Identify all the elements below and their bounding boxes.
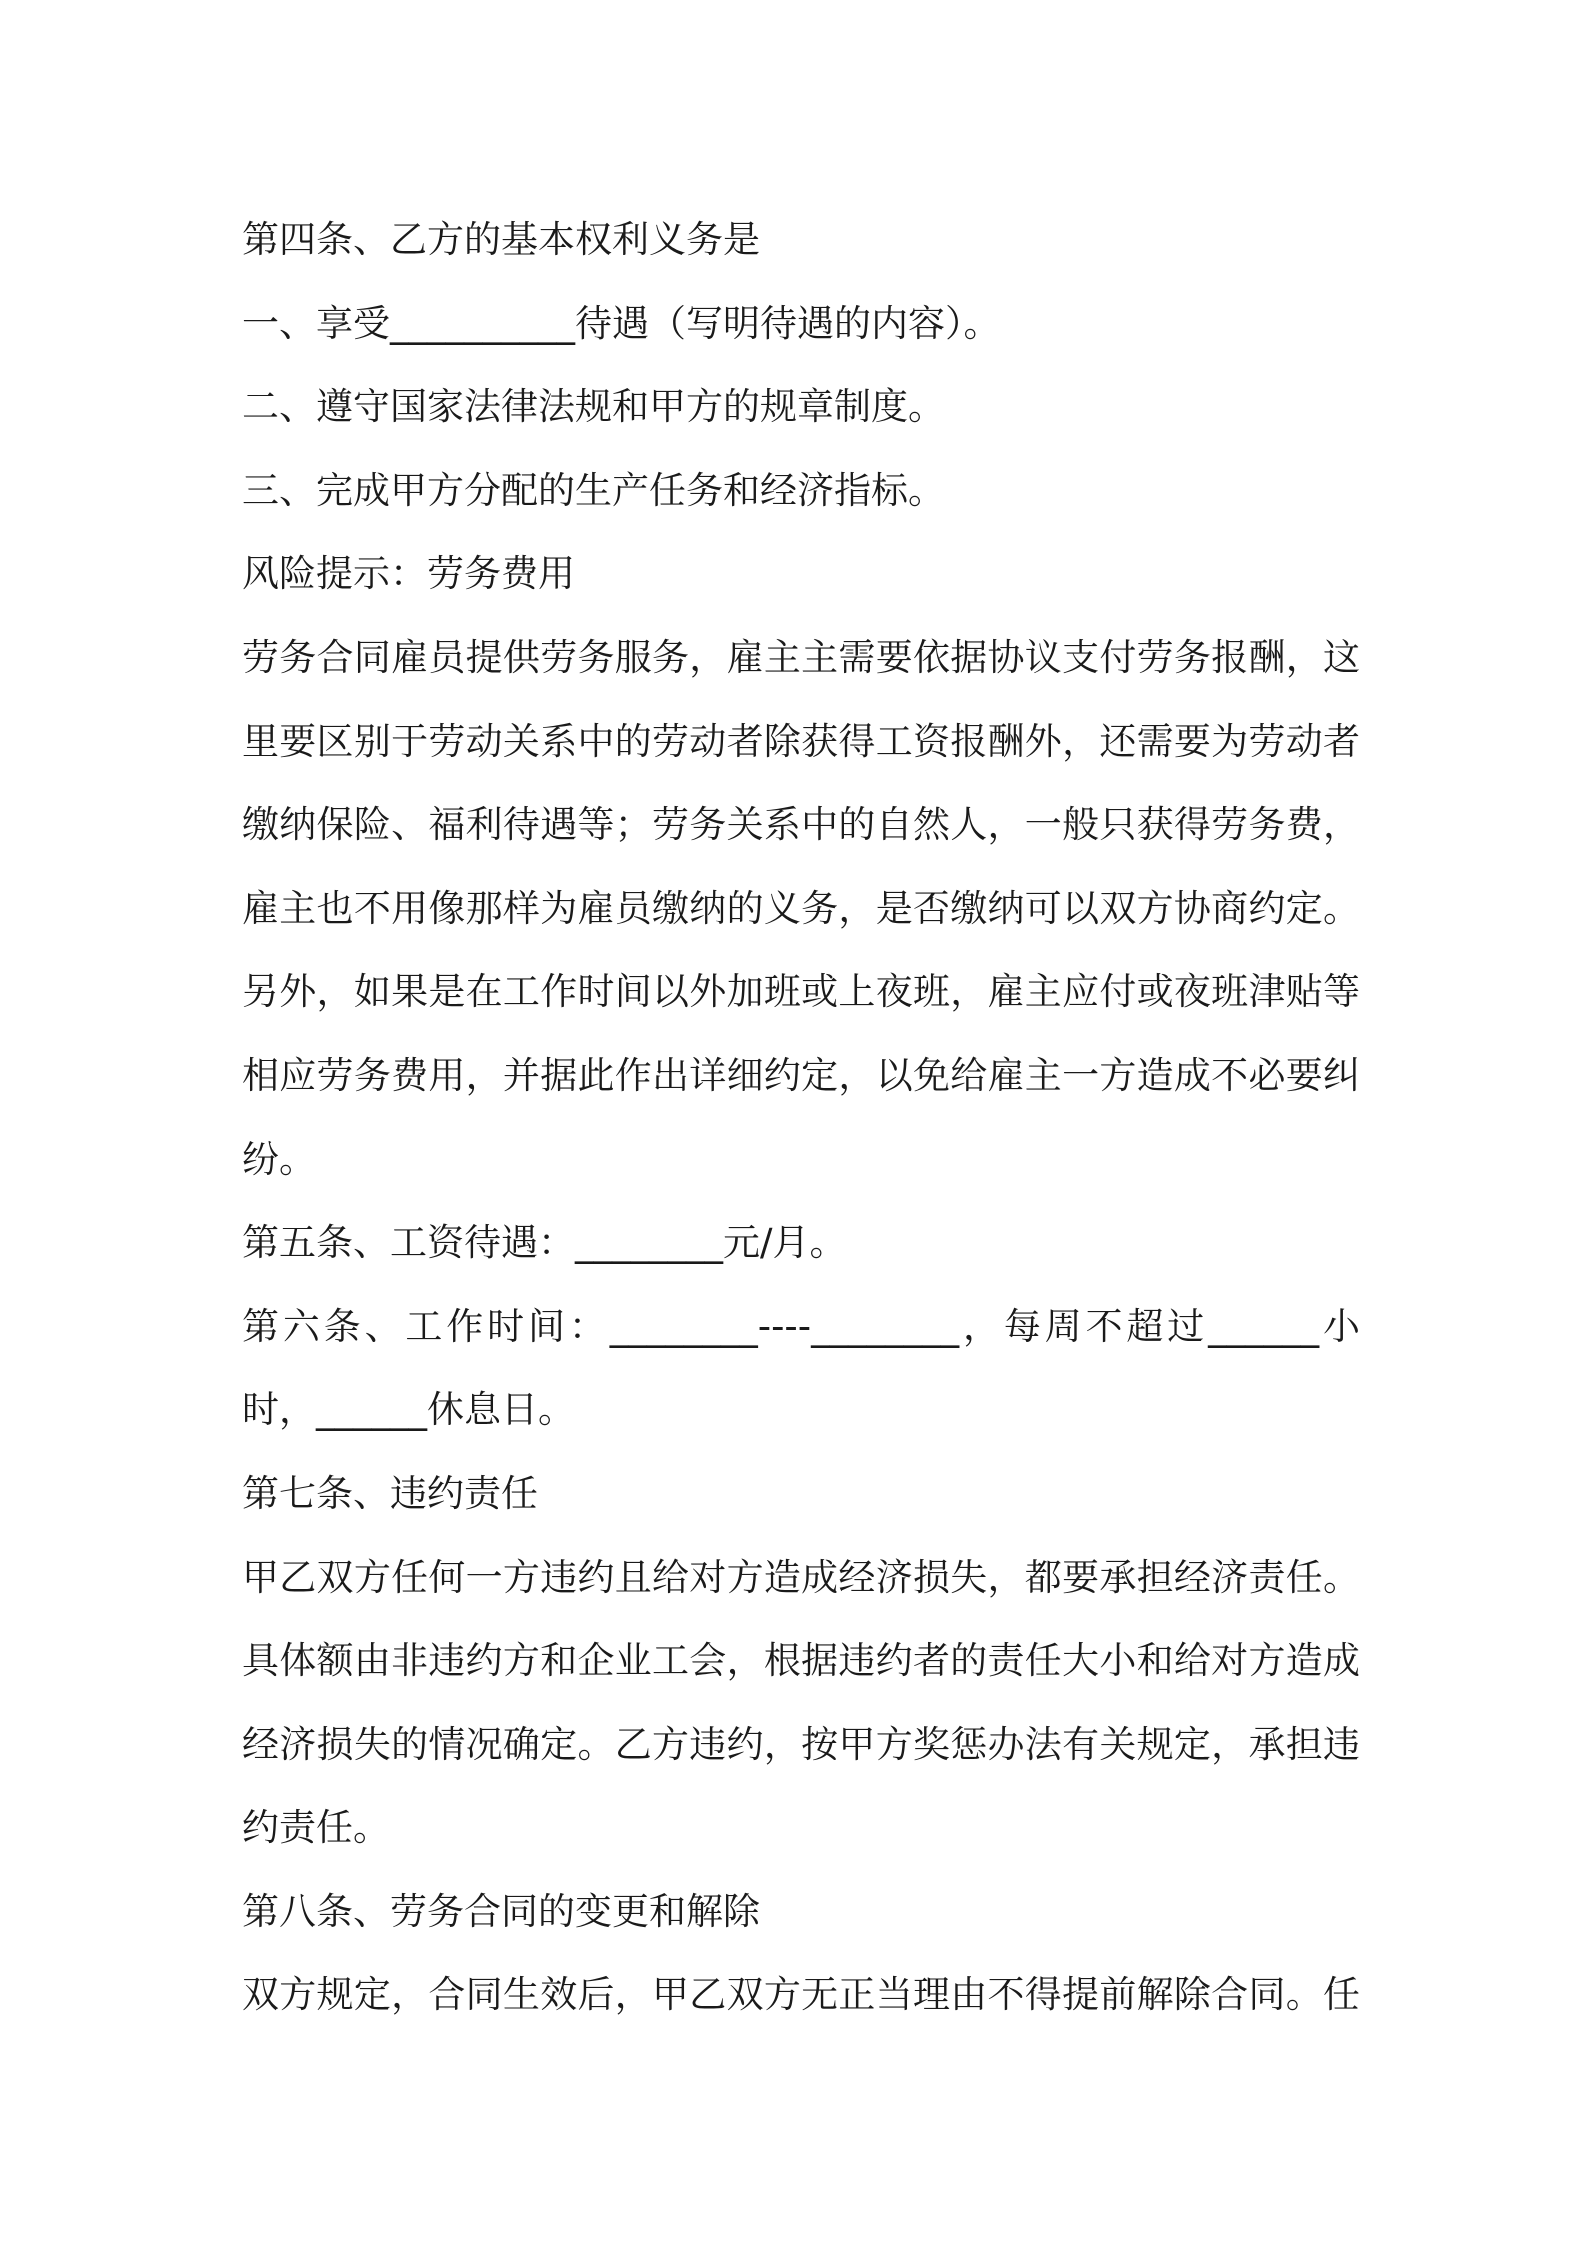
risk-heading: 风险提示：劳务费用 xyxy=(242,552,575,596)
risk-para-1: 劳务合同雇员提供劳务服务，雇主主需要依据协议支付劳务报酬，这 xyxy=(242,635,1360,679)
article6-line2: 时，______休息日。 xyxy=(242,1388,575,1432)
article6-line1: 第六条、工作时间：________----________，每周不超过______小 xyxy=(242,1304,1360,1348)
article4-heading: 第四条、乙方的基本权利义务是 xyxy=(242,218,760,261)
risk-para-2: 里要区别于劳动关系中的劳动者除获得工资报酬外，还需要为劳动者 xyxy=(242,719,1360,763)
risk-para-6: 相应劳务费用，并据此作出详细约定，以免给雇主一方造成不必要纠 xyxy=(242,1053,1360,1097)
article8-heading: 第八条、劳务合同的变更和解除 xyxy=(242,1889,760,1933)
risk-para-3: 缴纳保险、福利待遇等；劳务关系中的自然人，一般只获得劳务费， xyxy=(242,803,1360,847)
article7-para-4: 约责任。 xyxy=(242,1806,390,1850)
article8-para-1: 双方规定，合同生效后，甲乙双方无正当理由不得提前解除合同。任 xyxy=(242,1973,1360,2017)
article7-para-1: 甲乙双方任何一方违约且给对方造成经济损失，都要承担经济责任。 xyxy=(242,1555,1360,1599)
document-body xyxy=(242,198,1360,2037)
risk-para-7: 纷。 xyxy=(242,1137,316,1181)
article4-item1: 一、享受__________待遇（写明待遇的内容）。 xyxy=(242,301,1001,345)
risk-para-4: 雇主也不用像那样为雇员缴纳的义务，是否缴纳可以双方协商约定。 xyxy=(242,886,1360,930)
article7-para-3: 经济损失的情况确定。乙方违约，按甲方奖惩办法有关规定，承担违 xyxy=(242,1722,1360,1766)
article4-item3: 三、完成甲方分配的生产任务和经济指标。 xyxy=(242,468,945,512)
risk-para-5: 另外，如果是在工作时间以外加班或上夜班，雇主应付或夜班津贴等 xyxy=(242,970,1360,1014)
article7-heading: 第七条、违约责任 xyxy=(242,1471,538,1515)
article4-item2: 二、遵守国家法律法规和甲方的规章制度。 xyxy=(242,385,945,429)
article7-para-2: 具体额由非违约方和企业工会，根据违约者的责任大小和给对方造成 xyxy=(242,1639,1360,1683)
article5: 第五条、工资待遇：________元/月。 xyxy=(242,1221,847,1265)
